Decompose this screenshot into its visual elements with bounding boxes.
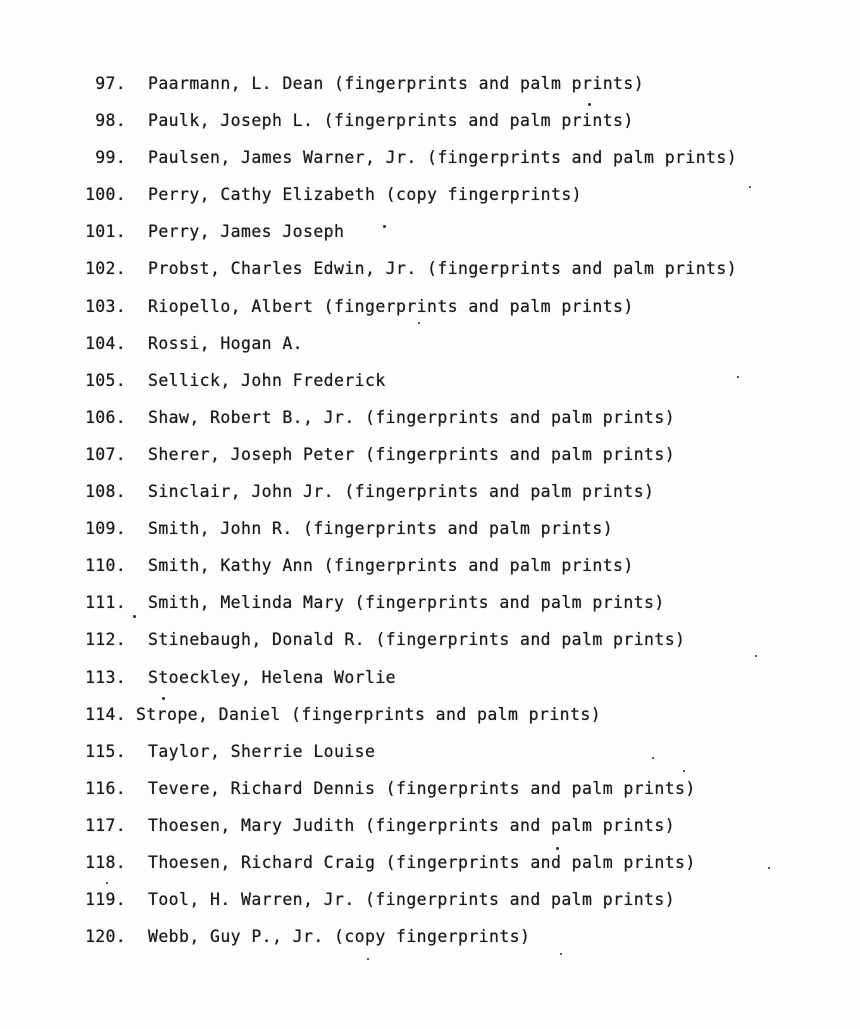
list-item — [0, 217, 860, 254]
scan-speck — [133, 615, 136, 618]
entry-number: 116. — [85, 778, 126, 798]
list-item — [0, 625, 860, 662]
entry-text: Smith, John R. (fingerprints and palm prints) — [148, 519, 614, 539]
entry-text: Paarmann, L. Dean (fingerprints and palm prints) — [148, 74, 645, 93]
entry-number: 97. — [95, 74, 126, 93]
entry-number: 103. — [85, 296, 126, 316]
scan-speck — [560, 953, 562, 955]
list-item — [0, 700, 860, 737]
entry-number: 118. — [85, 852, 126, 872]
list-item — [0, 514, 860, 551]
entry-text: Riopello, Albert (fingerprints and palm prints) — [148, 296, 634, 316]
entry-number: 98. — [95, 111, 126, 131]
entry-text: Webb, Guy P., Jr. (copy fingerprints) — [148, 927, 531, 947]
scan-speck — [588, 103, 591, 106]
entry-text: Sinclair, John Jr. (fingerprints and palm prints) — [148, 482, 655, 502]
entry-number: 102. — [85, 259, 126, 279]
scan-speck — [106, 882, 108, 884]
entry-number: 101. — [85, 222, 126, 242]
scan-speck — [749, 186, 751, 188]
entry-number: 119. — [85, 890, 126, 910]
entry-text: Perry, Cathy Elizabeth (copy fingerprints) — [148, 185, 583, 205]
entry-number: 109. — [85, 519, 126, 539]
entry-text: Taylor, Sherrie Louise — [148, 741, 376, 761]
entry-text: Rossi, Hogan A. — [148, 333, 304, 353]
entry-number: 110. — [85, 556, 126, 576]
entry-text: Smith, Melinda Mary (fingerprints and palm prints) — [148, 593, 665, 613]
scan-speck — [737, 376, 739, 378]
list-item — [0, 848, 860, 885]
entry-number: 107. — [85, 444, 126, 464]
entry-number: 108. — [85, 482, 126, 502]
scan-speck — [768, 867, 770, 869]
entry-text: Sherer, Joseph Peter (fingerprints and palm prints) — [148, 444, 676, 464]
scan-speck — [556, 847, 559, 850]
scan-speck — [367, 958, 369, 960]
entry-text: Paulk, Joseph L. (fingerprints and palm prints) — [148, 111, 634, 131]
entry-number: 99. — [95, 148, 126, 168]
entry-text: Tevere, Richard Dennis (fingerprints and palm prints) — [148, 778, 696, 798]
entry-text: Shaw, Robert B., Jr. (fingerprints and palm prints) — [148, 407, 676, 427]
list-item — [0, 774, 860, 811]
list-item — [0, 551, 860, 588]
entry-text: Strope, Daniel (fingerprints and palm prints) — [136, 704, 602, 724]
scan-speck — [652, 757, 654, 759]
list-item — [0, 737, 860, 774]
entry-text: Smith, Kathy Ann (fingerprints and palm prints) — [148, 556, 634, 576]
list-item — [0, 477, 860, 514]
scan-speck — [162, 697, 165, 700]
entry-text: Stoeckley, Helena Worlie — [148, 667, 397, 687]
list-item — [0, 143, 860, 180]
entry-number: 117. — [85, 815, 126, 835]
entry-number: 111. — [85, 593, 126, 613]
list-item — [0, 254, 860, 291]
list-item — [0, 292, 860, 329]
list-item — [0, 366, 860, 403]
list-item — [0, 329, 860, 366]
list-item — [0, 885, 860, 922]
list-item — [0, 69, 860, 106]
list-item — [0, 440, 860, 477]
entry-text: Stinebaugh, Donald R. (fingerprints and palm prints) — [148, 630, 686, 650]
entry-number: 113. — [85, 667, 126, 687]
list-item — [0, 106, 860, 143]
entry-number: 120. — [85, 927, 126, 947]
list-item — [0, 922, 860, 959]
entry-text: Sellick, John Frederick — [148, 370, 386, 390]
entry-text: Thoesen, Richard Craig (fingerprints and palm prints) — [148, 852, 696, 872]
entry-text: Probst, Charles Edwin, Jr. (fingerprints and palm prints) — [148, 259, 738, 279]
entry-number: 112. — [85, 630, 126, 650]
entry-number: 114. — [85, 704, 126, 724]
entry-text: Paulsen, James Warner, Jr. (fingerprints and palm prints) — [148, 148, 738, 168]
entry-number: 100. — [85, 185, 126, 205]
entry-text: Thoesen, Mary Judith (fingerprints and palm prints) — [148, 815, 676, 835]
entry-text: Tool, H. Warren, Jr. (fingerprints and palm prints) — [148, 890, 676, 910]
entry-number: 106. — [85, 407, 126, 427]
scan-speck — [418, 322, 420, 324]
scan-speck — [755, 655, 757, 657]
list-item — [0, 811, 860, 848]
entry-number: 104. — [85, 333, 126, 353]
scan-speck — [383, 225, 386, 228]
scan-speck — [683, 770, 685, 772]
list-item — [0, 663, 860, 700]
entry-text: Perry, James Joseph — [148, 222, 345, 242]
name-list — [0, 69, 860, 959]
list-item — [0, 180, 860, 217]
entry-number: 115. — [85, 741, 126, 761]
list-item — [0, 588, 860, 625]
list-item — [0, 403, 860, 440]
entry-number: 105. — [85, 370, 126, 390]
